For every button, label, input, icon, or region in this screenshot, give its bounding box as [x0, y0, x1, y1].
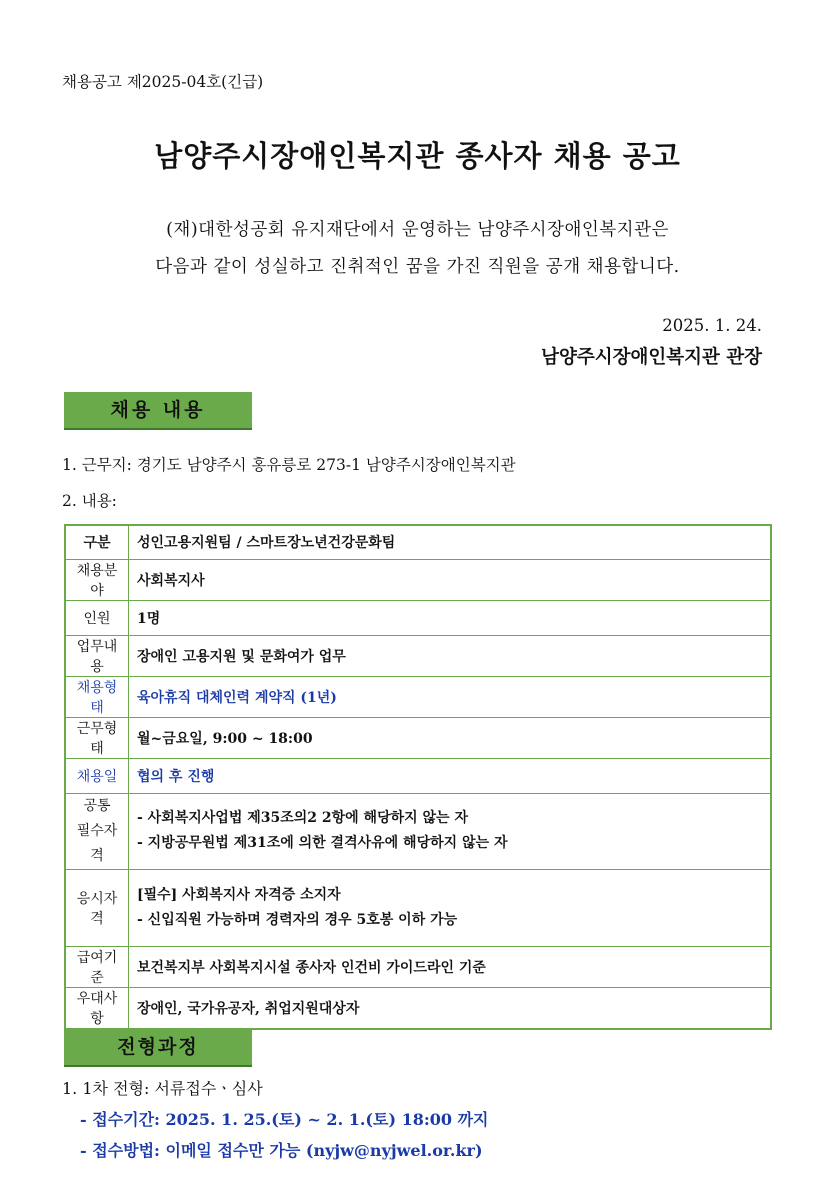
table-row — [65, 758, 771, 793]
row-key: 채용형태 — [65, 676, 129, 717]
selection-step-1: 1. 1차 전형: 서류접수ㆍ심사 — [62, 1079, 263, 1098]
application-period: - 접수기간: 2025. 1. 25.(토) ~ 2. 1.(토) 18:00 까지 — [80, 1110, 489, 1129]
row-key: 업무내용 — [65, 635, 129, 676]
row-value: 장애인, 국가유공자, 취업지원대상자 — [129, 987, 772, 1029]
notice-date: 2025. 1. 24. — [662, 316, 762, 335]
row-value: 육아휴직 대체인력 계약직 (1년) — [129, 676, 772, 717]
row-key-line: 공통 — [83, 797, 111, 814]
row-key: 우대사항 — [65, 987, 129, 1029]
page-title: 남양주시장애인복지관 종사자 채용 공고 — [154, 139, 681, 173]
row-key: 급여기준 — [65, 946, 129, 987]
workplace-line: 1. 근무지: 경기도 남양주시 홍유릉로 273-1 남양주시장애인복지관 — [62, 456, 516, 474]
row-value: 협의 후 진행 — [129, 758, 772, 793]
row-value: 성인고용지원팀 / 스마트장노년건강문화팀 — [129, 525, 772, 559]
signatory: 남양주시장애인복지관 관장 — [541, 347, 762, 368]
content-label: 2. 내용: — [62, 492, 117, 510]
row-key: 채용일 — [65, 758, 129, 793]
table-row — [65, 987, 771, 1029]
job-details-table — [64, 524, 772, 1030]
application-method: - 접수방법: 이메일 접수만 가능 (nyjw@nyjwel.or.kr) — [80, 1141, 483, 1160]
table-row — [65, 525, 771, 559]
qualification-item: [필수] 사회복지사 자격증 소지자 — [137, 886, 341, 903]
row-value: 1명 — [129, 600, 772, 635]
row-value — [129, 869, 772, 946]
row-value: 사회복지사 — [129, 559, 772, 600]
section-heading-selection-process: 전형과정 — [64, 1029, 252, 1067]
table-row — [65, 676, 771, 717]
row-key: 인원 — [65, 600, 129, 635]
row-value — [129, 793, 772, 869]
table-row — [65, 946, 771, 987]
row-key: 채용분야 — [65, 559, 129, 600]
table-row — [65, 793, 771, 869]
row-key — [65, 793, 129, 869]
intro-line-1: (재)대한성공회 유지재단에서 운영하는 남양주시장애인복지관은 — [166, 220, 669, 240]
qualification-item: - 사회복지사업법 제35조의2 2항에 해당하지 않는 자 — [137, 810, 468, 826]
row-value: 월~금요일, 9:00 ~ 18:00 — [129, 717, 772, 758]
table-row — [65, 600, 771, 635]
table-row — [65, 869, 771, 946]
row-key: 구분 — [65, 525, 129, 559]
row-key-line: 필수자격 — [76, 822, 118, 864]
qualification-item: - 지방공무원법 제31조에 의한 결격사유에 해당하지 않는 자 — [137, 835, 508, 851]
table-row — [65, 717, 771, 758]
qualification-item: - 신입직원 가능하며 경력자의 경우 5호봉 이하 가능 — [137, 911, 458, 928]
row-value: 장애인 고용지원 및 문화여가 업무 — [129, 635, 772, 676]
row-key: 근무형태 — [65, 717, 129, 758]
section-heading-recruitment: 채용 내용 — [64, 392, 252, 430]
row-value: 보건복지부 사회복지시설 종사자 인건비 가이드라인 기준 — [129, 946, 772, 987]
notice-number: 채용공고 제2025-04호(긴급) — [62, 73, 264, 91]
table-row — [65, 635, 771, 676]
table-row — [65, 559, 771, 600]
intro-line-2: 다음과 같이 성실하고 진취적인 꿈을 가진 직원을 공개 채용합니다. — [155, 257, 680, 277]
row-key: 응시자격 — [65, 869, 129, 946]
